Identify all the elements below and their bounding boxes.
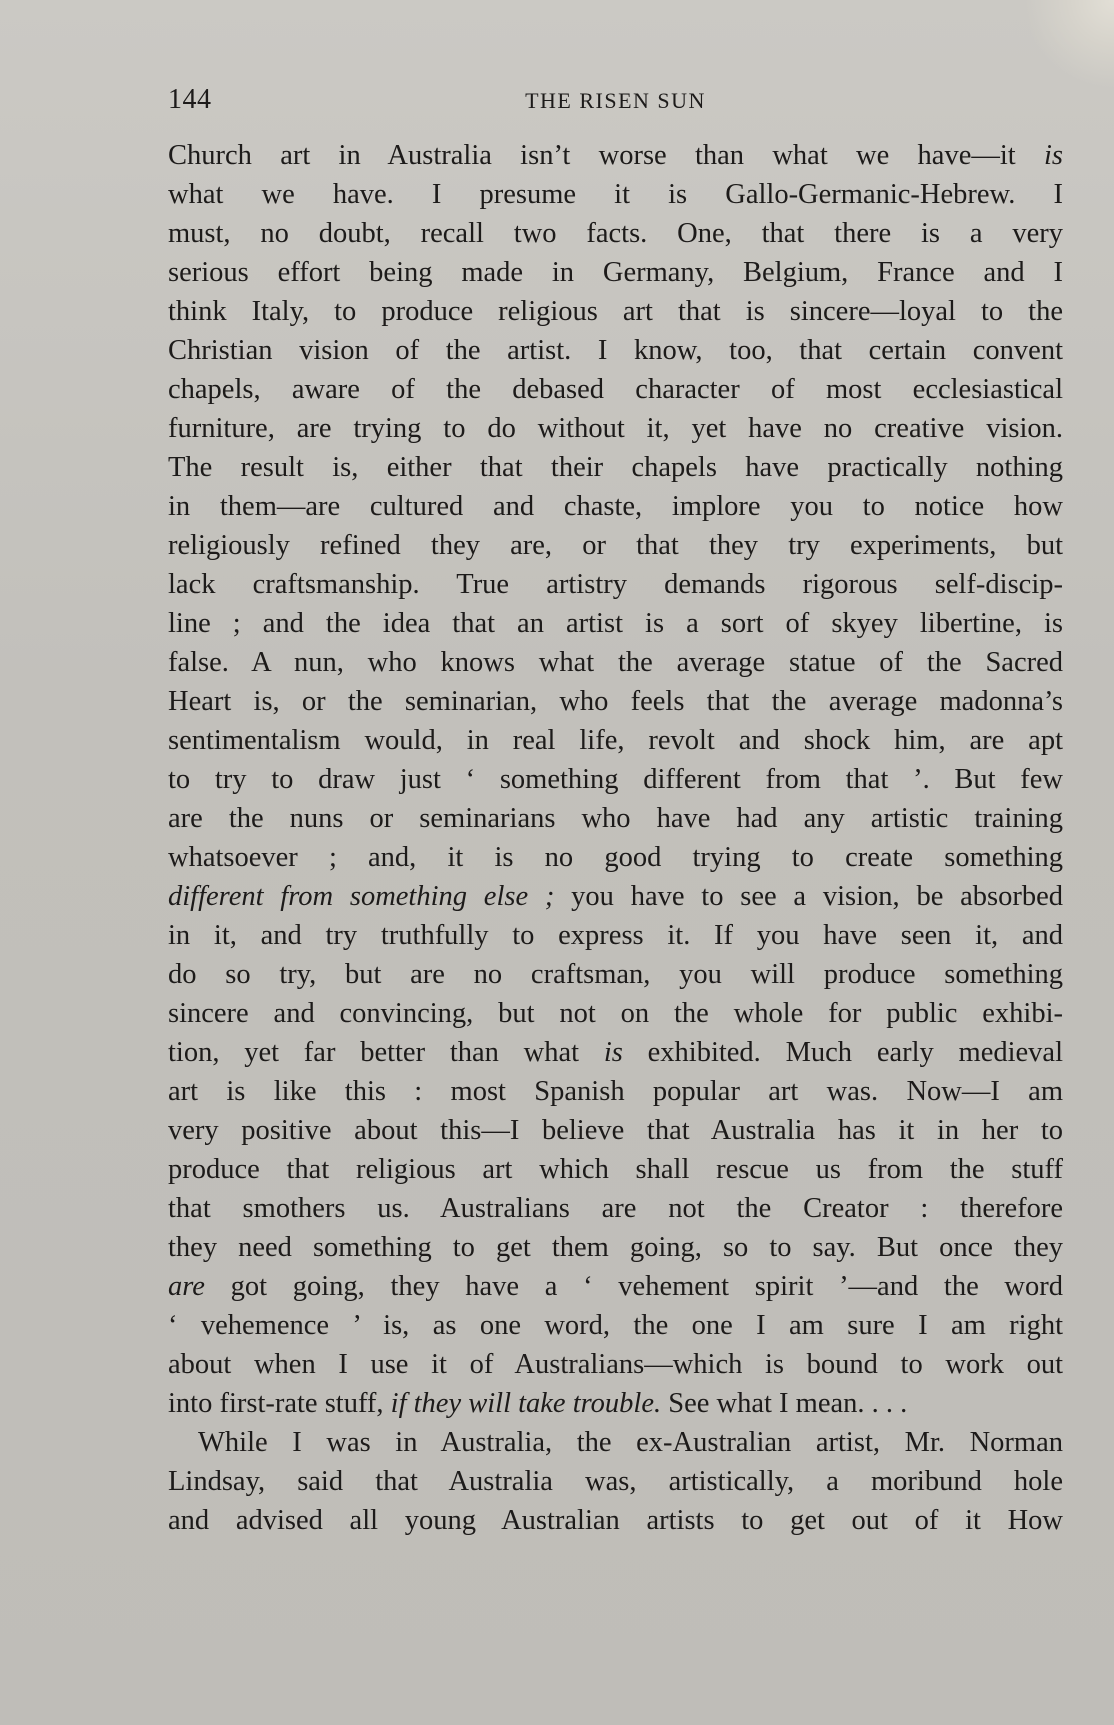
text-line: furniture, are trying to do without it, yet have no creative vision. bbox=[168, 413, 1063, 444]
text-line: line ; and the idea that an artist is a sort of skyey libertine, is bbox=[168, 608, 1063, 639]
text-line: Lindsay, said that Australia was, artistically, a moribund hole bbox=[168, 1466, 1063, 1497]
text-line: think Italy, to produce religious art that is sincere—loyal to the bbox=[168, 296, 1063, 327]
page-corner-wear bbox=[1024, 0, 1114, 90]
text-line: into first-rate stuff, if they will take trouble. See what I mean. . . . bbox=[168, 1388, 908, 1419]
text-line: serious effort being made in Germany, Belgium, France and I bbox=[168, 257, 1063, 288]
text-line: do so try, but are no craftsman, you will produce something bbox=[168, 959, 1063, 990]
running-head bbox=[168, 84, 1063, 124]
text-line: lack craftsmanship. True artistry demands rigorous self-discip- bbox=[168, 569, 1063, 600]
text-line-paragraph-start: While I was in Australia, the ex-Australian artist, Mr. Norman bbox=[198, 1427, 1063, 1458]
text-line: and advised all young Australian artists to get out of it How bbox=[168, 1505, 1063, 1536]
text-line: Heart is, or the seminarian, who feels that the average madonna’s bbox=[168, 686, 1063, 717]
text-line: tion, yet far better than what is exhibited. Much early medieval bbox=[168, 1037, 1063, 1068]
text-line: sincere and convincing, but not on the whole for public exhibi- bbox=[168, 998, 1063, 1029]
text-line: are got going, they have a ‘ vehement spirit ’—and the word bbox=[168, 1271, 1063, 1302]
text-line: about when I use it of Australians—which is bound to work out bbox=[168, 1349, 1063, 1380]
text-line: in it, and try truthfully to express it. If you have seen it, and bbox=[168, 920, 1063, 951]
page-number: 144 bbox=[168, 84, 212, 115]
text-line: in them—are cultured and chaste, implore you to notice how bbox=[168, 491, 1063, 522]
text-line: Church art in Australia isn’t worse than what we have—it is bbox=[168, 140, 1063, 171]
text-line: religiously refined they are, or that they try experiments, but bbox=[168, 530, 1063, 561]
text-line: Christian vision of the artist. I know, too, that certain convent bbox=[168, 335, 1063, 366]
text-line: they need something to get them going, so to say. But once they bbox=[168, 1232, 1063, 1263]
text-line: very positive about this—I believe that Australia has it in her to bbox=[168, 1115, 1063, 1146]
text-line: art is like this : most Spanish popular art was. Now—I am bbox=[168, 1076, 1063, 1107]
text-line: what we have. I presume it is Gallo-Germanic-Hebrew. I bbox=[168, 179, 1063, 210]
text-line: are the nuns or seminarians who have had any artistic training bbox=[168, 803, 1063, 834]
text-line: chapels, aware of the debased character of most ecclesiastical bbox=[168, 374, 1063, 405]
running-title: THE RISEN SUN bbox=[525, 88, 706, 113]
text-line: ‘ vehemence ’ is, as one word, the one I am sure I am right bbox=[168, 1310, 1063, 1341]
body-text bbox=[168, 136, 1063, 1540]
text-line: must, no doubt, recall two facts. One, that there is a very bbox=[168, 218, 1063, 249]
text-line: whatsoever ; and, it is no good trying to create something bbox=[168, 842, 1063, 873]
text-line: to try to draw just ‘ something different from that ’. But few bbox=[168, 764, 1063, 795]
text-line: sentimentalism would, in real life, revolt and shock him, are apt bbox=[168, 725, 1063, 756]
text-line: that smothers us. Australians are not the Creator : therefore bbox=[168, 1193, 1063, 1224]
text-line: different from something else ; you have to see a vision, be absorbed bbox=[168, 881, 1064, 912]
text-line: produce that religious art which shall rescue us from the stuff bbox=[168, 1154, 1063, 1185]
text-line: The result is, either that their chapels have practically nothing bbox=[168, 452, 1063, 483]
text-line: false. A nun, who knows what the average statue of the Sacred bbox=[168, 647, 1063, 678]
